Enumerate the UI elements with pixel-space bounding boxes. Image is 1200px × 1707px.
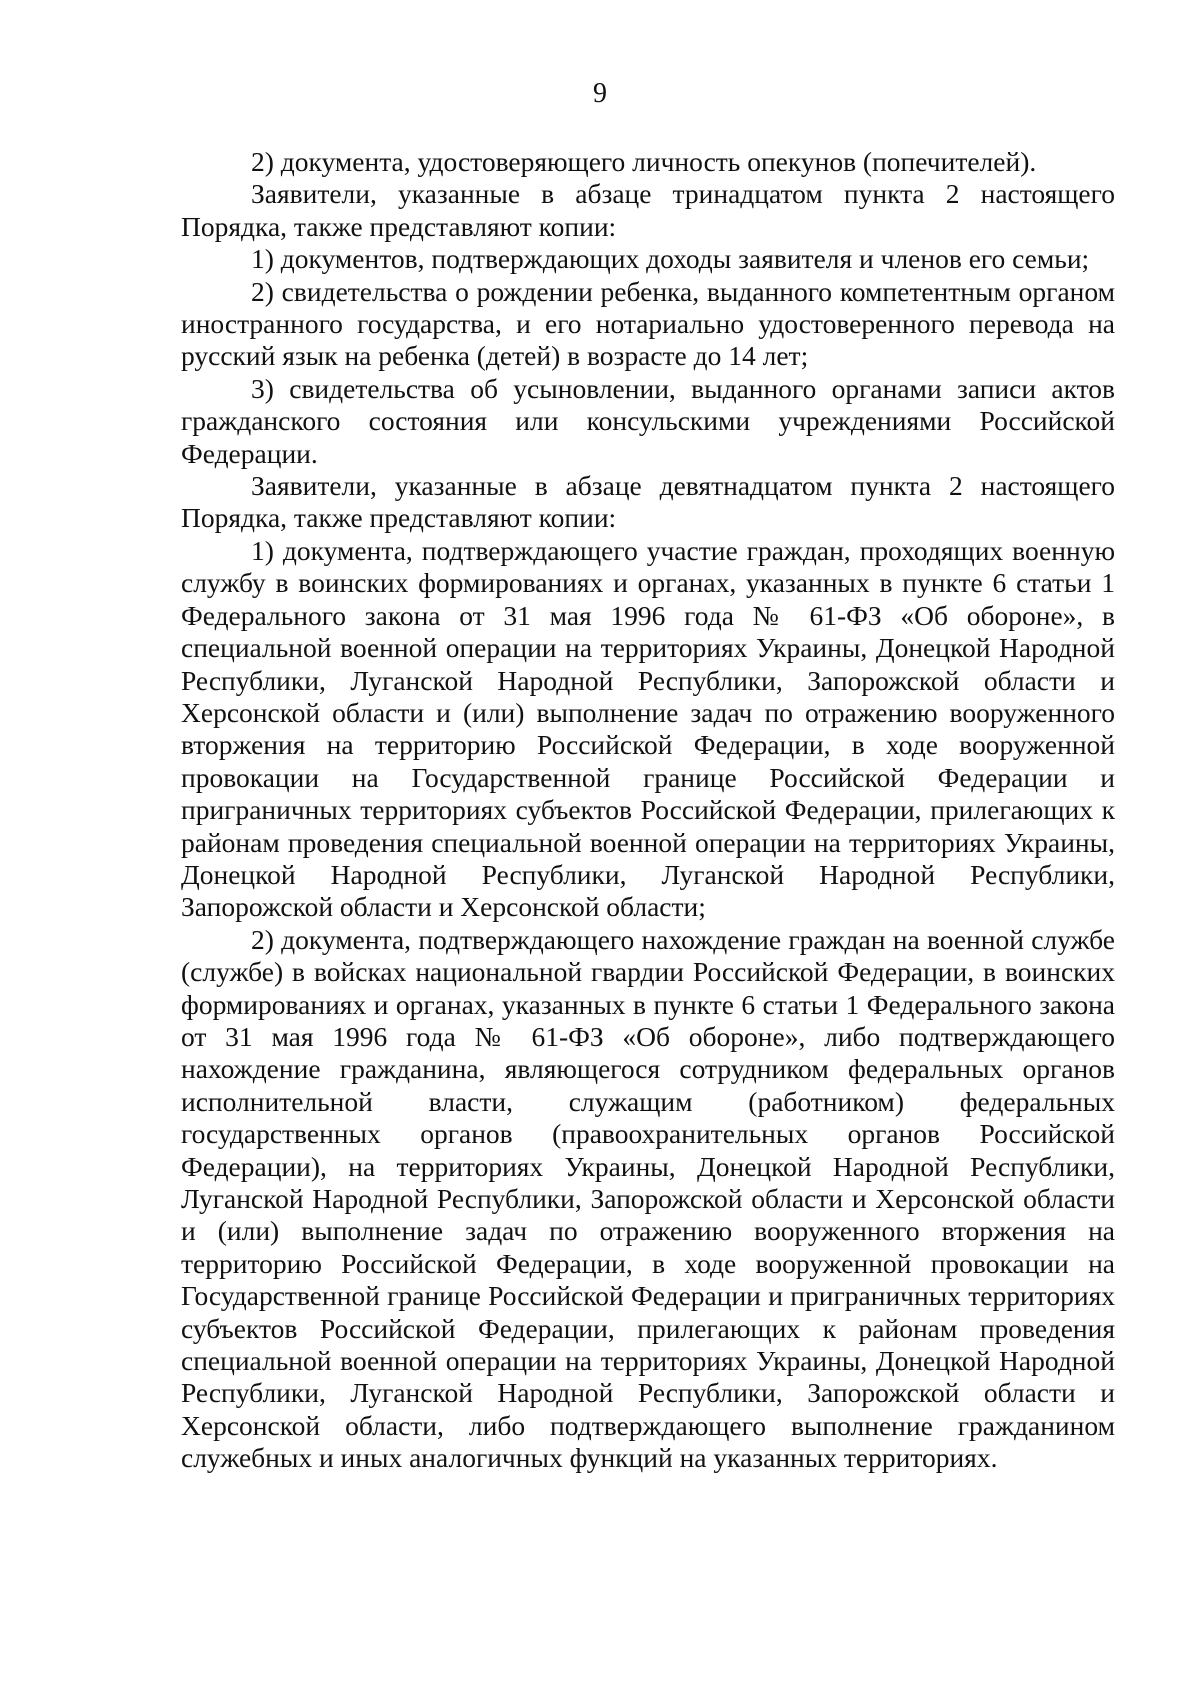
page-number: 9 [593,78,607,109]
paragraph-applicants-item19-intro: Заявители, указанные в абзаце девятнадцатом пункта 2 настоящего Порядка, также представляют копии: [181,470,1115,534]
paragraph-service-presence-document: 2) документа, подтверждающего нахождение граждан на военной службе (службе) в войсках национальной гвардии Российской Федерации, в воинских формированиях и органах, указанных в пункте 6 статьи 1 Федерального закона от 31 мая 1996 года № 61-ФЗ «Об обороне», либо подтверждающего нахождение гражданина, являющегося сотрудником федеральных органов исполнительной власти, служащим (работником) федеральных государственных органов (правоохранительных органов Российской Федерации), на территориях Украины, Донецкой Народной Республики, Луганской Народной Республики, Запорожской области и Херсонской области и (или) выполнение задач по отражению вооруженного вторжения на территорию Российской Федерации, в ходе вооруженной провокации на Государственной границе Российской Федерации и приграничных территориях субъектов Российской Федерации, прилегающих к районам проведения специальной военной операции на территориях Украины, Донецкой Народной Республики, Луганской Народной Республики, Запорожской области и Херсонской области, либо подтверждающего выполнение гражданином служебных и иных аналогичных функций на указанных территориях. [181,923,1115,1474]
paragraph-guardian-id-document: 2) документа, удостоверяющего личность опекунов (попечителей). [251,146,1037,177]
paragraph-applicants-item13-intro: Заявители, указанные в абзаце тринадцатом пункта 2 настоящего Порядка, также представляют копии: [181,178,1115,242]
paragraph-adoption-certificate: 3) свидетельства об усыновлении, выданного органами записи актов гражданского состояния или консульскими учреждениями Российской Федерации. [181,372,1115,469]
document-body [181,146,1115,1475]
paragraph-income-documents: 1) документов, подтверждающих доходы заявителя и членов его семьи; [251,243,1090,275]
paragraph-military-participation-document: 1) документа, подтверждающего участие граждан, проходящих военную службу в воинских формированиях и органах, указанных в пункте 6 статьи 1 Федерального закона от 31 мая 1996 года № 61-ФЗ «Об обороне», в специальной военной операции на территориях Украины, Донецкой Народной Республики, Луганской Народной Республики, Запорожской области и Херсонской области и (или) выполнение задач по отражению вооруженного вторжения на территорию Российской Федерации, в ходе вооруженной провокации на Государственной границе Российской Федерации и приграничных территориях субъектов Российской Федерации, прилегающих к районам проведения специальной военной операции на территориях Украины, Донецкой Народной Республики, Луганской Народной Республики, Запорожской области и Херсонской области; [181,534,1115,923]
paragraph-foreign-birth-certificate: 2) свидетельства о рождении ребенка, выданного компетентным органом иностранного государства, и его нотариально удостоверенного перевода на русский язык на ребенка (детей) в возрасте до 14 лет; [181,275,1115,372]
